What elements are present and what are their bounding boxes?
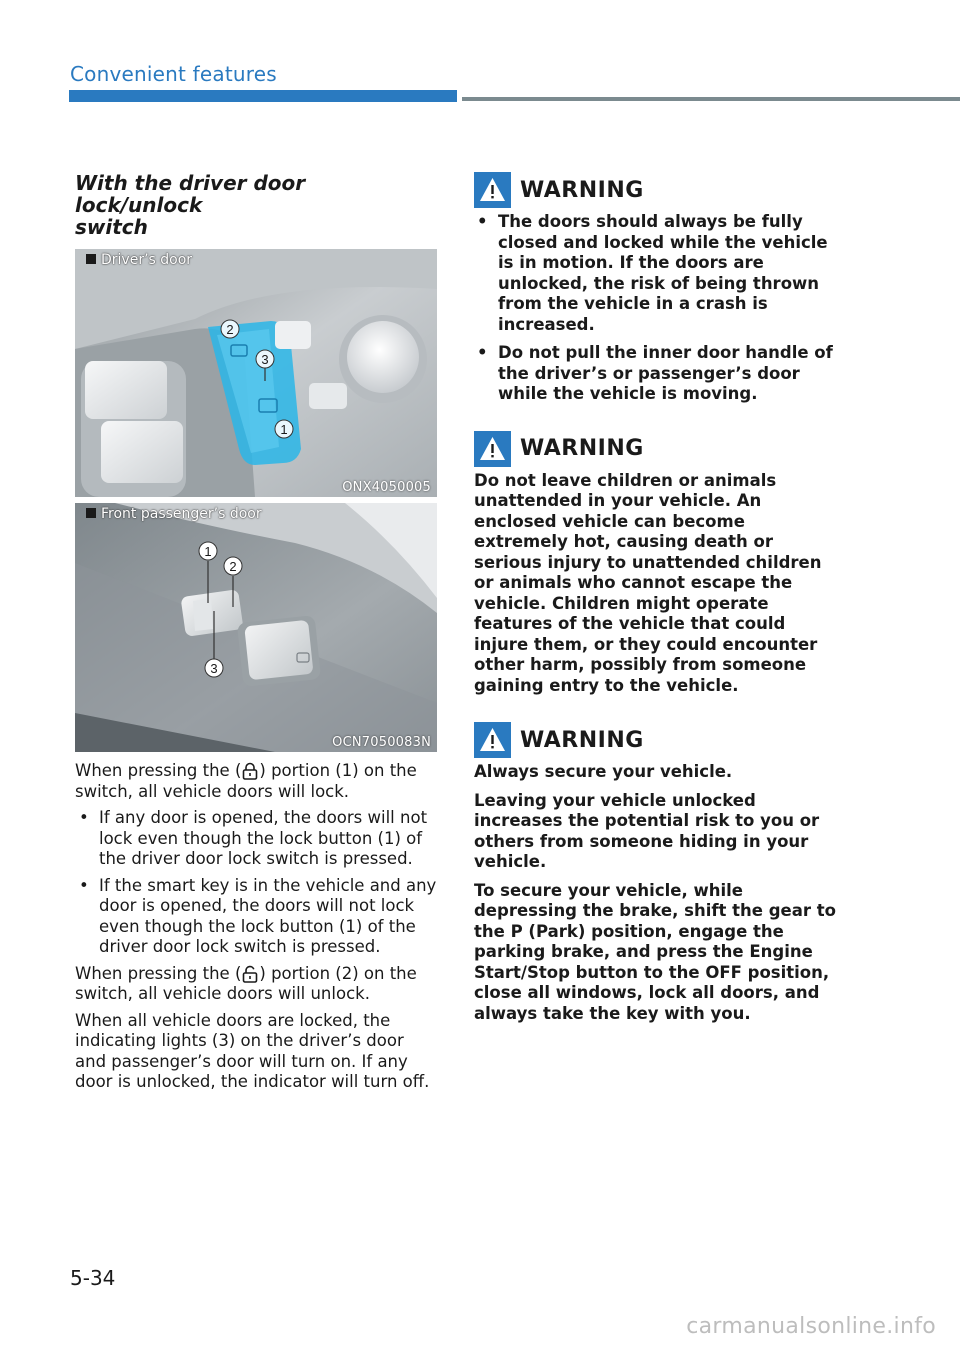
left-column	[75, 172, 437, 1099]
warning-header	[474, 431, 844, 467]
passenger-door-figure	[75, 503, 437, 752]
driver-door-figure	[75, 249, 437, 497]
label-3: 3	[210, 661, 218, 676]
figure2-caption: Front passenger’s door	[86, 506, 262, 522]
list-item: • Do not pull the inner door handle of the driver’s or passenger’s door while the vehicle is moving.	[474, 343, 844, 405]
header-accent-bar	[69, 90, 457, 102]
warning-title: WARNING	[520, 436, 644, 461]
warning-paragraph: Always secure your vehicle.	[474, 762, 733, 781]
watermark: carmanualsonline.info	[686, 1314, 936, 1339]
header-divider-bar	[462, 97, 960, 101]
label-1: 1	[204, 544, 212, 559]
para-lock: When pressing the ( ) portion (1) on the switch, all vehicle doors will lock.	[75, 761, 417, 801]
warning-body	[474, 471, 844, 697]
lock-notes-list	[75, 808, 437, 958]
unlock-icon	[242, 965, 258, 983]
warning-body	[474, 762, 844, 1024]
warning-triangle-icon	[474, 431, 511, 467]
list-item: • If any door is opened, the doors will not lock even though the lock button (1) of the driver door lock switch is pressed.	[75, 808, 437, 870]
section-title: Convenient features	[70, 62, 277, 86]
warning-box-1	[474, 172, 844, 405]
warning-title: WARNING	[520, 727, 644, 753]
warning-box-2	[474, 431, 844, 697]
warning-header	[474, 722, 844, 758]
right-column	[474, 172, 844, 1050]
warning-box-3	[474, 722, 844, 1024]
label-2: 2	[226, 322, 234, 337]
page-number: 5-34	[70, 1266, 116, 1290]
para-indicator: When all vehicle doors are locked, the indicating lights (3) on the driver’s door and passenger’s door will turn on. If any door is unlocked, the indicator will turn off.	[75, 1010, 430, 1091]
figure2-code: OCN7050083N	[332, 735, 431, 750]
label-1: 1	[280, 422, 288, 437]
list-item: • If the smart key is in the vehicle and any door is opened, the doors will not lock even though the lock button (1) of the driver door lock switch is pressed.	[75, 876, 437, 958]
label-3: 3	[261, 352, 269, 367]
list-item: • The doors should always be fully closed and locked while the vehicle is in motion. If the doors are unlocked, the risk of being thrown from the vehicle in a crash is increased.	[474, 212, 844, 335]
warning-triangle-icon	[474, 172, 511, 208]
lock-icon	[242, 762, 258, 780]
warning-triangle-icon	[474, 722, 511, 758]
figure1-code: ONX4050005	[342, 480, 431, 495]
warning-paragraph: Do not leave children or animals unattended in your vehicle. An enclosed vehicle can become extremely hot, causing death or serious injury to unattended children or animals who cannot escape the vehicle. Children might operate features of the vehicle that could injure them, or they could encounter other harm, possibly from someone gaining entry to the vehicle.	[474, 470, 822, 695]
warning-paragraph: To secure your vehicle, while depressing the brake, shift the gear to the P (Park) position, engage the parking brake, and press the Engine Start/Stop button to the OFF position, close all windows, lock all doors, and always take the key with you.	[474, 880, 836, 1023]
warning-title: WARNING	[520, 177, 644, 203]
figure1-caption: Driver’s door	[86, 252, 192, 268]
left-body	[75, 761, 437, 1093]
subheading	[75, 172, 437, 238]
warning-body	[474, 212, 844, 405]
subheading-line1: With the driver door lock/unlock	[75, 171, 306, 217]
passenger-door-illustration	[75, 503, 437, 752]
label-2: 2	[229, 559, 237, 574]
para-unlock: When pressing the ( ) portion (2) on the switch, all vehicle doors will unlock.	[75, 963, 417, 1003]
warning-paragraph: Leaving your vehicle unlocked increases the potential risk to you or others from someone hiding in your vehicle.	[474, 790, 820, 871]
driver-door-illustration	[75, 249, 437, 497]
warning-header	[474, 172, 844, 208]
subheading-line2: switch	[75, 215, 148, 239]
